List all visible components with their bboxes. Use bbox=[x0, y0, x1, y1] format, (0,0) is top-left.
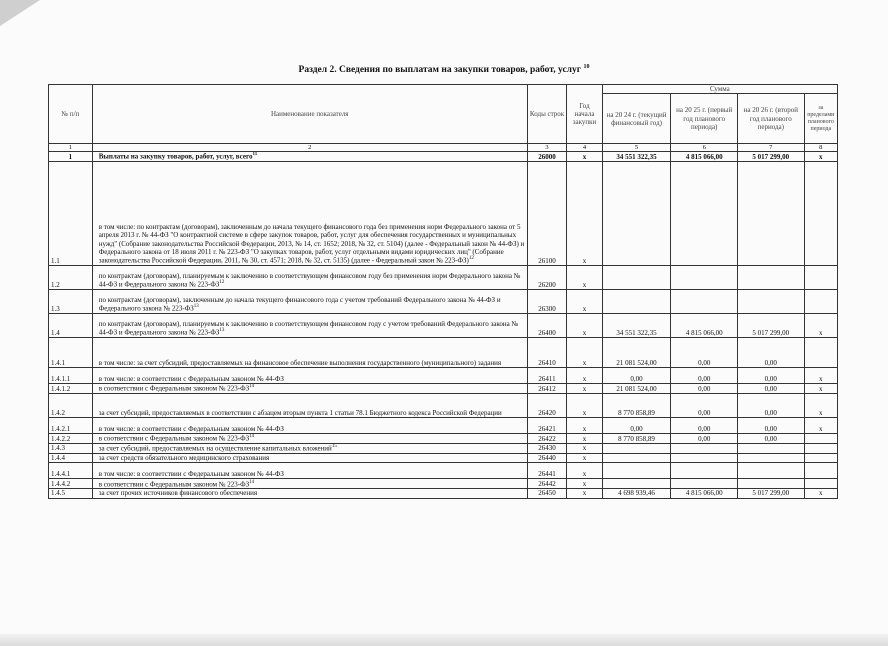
row-code bbox=[527, 463, 567, 479]
row-code-text: 26441 bbox=[538, 469, 556, 478]
row-value-plan2 bbox=[738, 162, 805, 266]
row-value-current bbox=[602, 479, 671, 489]
row-code bbox=[527, 479, 567, 489]
row-value-beyond bbox=[804, 434, 837, 444]
row-name bbox=[92, 162, 527, 266]
table-row bbox=[49, 418, 838, 434]
row-value-plan2 bbox=[738, 266, 805, 290]
header-name: Наименование показателя bbox=[92, 85, 527, 144]
footnote-marker: 13 bbox=[193, 304, 199, 310]
row-number bbox=[49, 266, 93, 290]
table-body bbox=[49, 152, 838, 498]
row-value-plan1 bbox=[671, 489, 738, 498]
row-code-text: 26400 bbox=[538, 328, 556, 337]
header-num: № п/п bbox=[49, 85, 93, 144]
row-value-beyond bbox=[804, 453, 837, 462]
row-code bbox=[527, 152, 567, 162]
table-row bbox=[49, 338, 838, 368]
row-code-text: 26412 bbox=[538, 384, 556, 393]
column-number: 6 bbox=[671, 144, 738, 152]
row-name-text: по контрактам (договорам), заключенным до начала текущего финансового года с учетом требований Федерального закона № 44-ФЗ и Федерального закона № 223-ФЗ bbox=[98, 296, 501, 313]
row-code-text: 26420 bbox=[538, 408, 556, 417]
row-year bbox=[567, 463, 602, 479]
row-value-plan2 bbox=[738, 444, 805, 454]
row-value-plan1-text: 4 815 066,00 bbox=[685, 328, 723, 337]
row-number-text: 1.4.5 bbox=[51, 489, 65, 498]
row-year-text: x bbox=[582, 384, 587, 393]
row-value-plan1-text: 0,00 bbox=[698, 424, 711, 433]
row-number-text: 1.4.1.1 bbox=[51, 374, 71, 383]
row-value-plan2 bbox=[738, 152, 805, 162]
row-number-text: 1.4.3 bbox=[51, 444, 65, 453]
row-year-text: x bbox=[582, 374, 587, 383]
row-code bbox=[527, 290, 567, 314]
row-name bbox=[92, 463, 527, 479]
row-number bbox=[49, 434, 93, 444]
row-code bbox=[527, 434, 567, 444]
row-number-text: 1.4.1.2 bbox=[51, 384, 71, 393]
row-year-text: x bbox=[582, 453, 587, 462]
row-year-text: x bbox=[582, 280, 587, 289]
row-code bbox=[527, 453, 567, 462]
table-row bbox=[49, 368, 838, 384]
row-value-current bbox=[602, 314, 671, 338]
row-name-text: по контрактам (договорам), планируемым к заключению в соответствующем финансовом году с учетом требований Федерального закона № 44-ФЗ и Федерального закона № 223-ФЗ bbox=[98, 320, 519, 337]
row-year-text: x bbox=[582, 304, 587, 313]
row-value-plan1-text: 0,00 bbox=[698, 384, 711, 393]
row-number-text: 1.4.4 bbox=[51, 453, 65, 462]
row-code-text: 26421 bbox=[538, 424, 556, 433]
row-code-text: 26000 bbox=[538, 152, 556, 161]
row-value-beyond-text: x bbox=[819, 489, 823, 498]
row-value-plan1 bbox=[671, 266, 738, 290]
row-name-text: в соответствии с Федеральным законом № 223-ФЗ bbox=[98, 384, 250, 393]
header-year: Год начала закупки bbox=[567, 85, 602, 144]
row-number bbox=[49, 162, 93, 266]
row-value-plan1 bbox=[671, 314, 738, 338]
row-year bbox=[567, 444, 602, 454]
row-value-plan2-text: 0,00 bbox=[764, 424, 777, 433]
row-value-current-text: 8 770 858,89 bbox=[618, 408, 655, 417]
row-name-text: в том числе: в соответствии с Федеральным законом № 44-ФЗ bbox=[98, 424, 284, 433]
row-value-beyond bbox=[804, 368, 837, 384]
row-value-plan1 bbox=[671, 338, 738, 368]
section-title-footnote: 10 bbox=[583, 64, 590, 70]
row-name-text: в том числе: по контрактам (договорам), заключенным до начала текущего финансового года без применения норм Федерального закона от 5 апреля 2013 г. № 44-ФЗ "О контрактной системе в сфере закупок товаров, работ, услуг для обеспечения государственных и муниципальных нужд" (Собрание законодательства Российской Федерации, 2013, № 14, ст. 1652; 2018, № 32, ст. 5104) (далее - Федеральный закон № 44-ФЗ) и Федерального закона от 18 июля 2011 г. № 223-ФЗ "О закупках товаров, работ, услуг отдельными видами юридических лиц" (Собрание законодательства Российской Федерации, 2011, № 30, ст. 4571; 2018, № 32, ст. 5135) (далее - Федеральный закон № 223-ФЗ) bbox=[98, 222, 525, 265]
row-value-beyond-text: x bbox=[819, 152, 823, 161]
row-value-beyond bbox=[804, 338, 837, 368]
row-value-plan1-text: 0,00 bbox=[698, 408, 711, 417]
row-value-plan1 bbox=[671, 463, 738, 479]
row-value-plan2 bbox=[738, 453, 805, 462]
row-value-beyond bbox=[804, 384, 837, 394]
row-name-text: в соответствии с Федеральным законом № 223-ФЗ bbox=[98, 434, 250, 443]
row-code bbox=[527, 338, 567, 368]
row-year bbox=[567, 266, 602, 290]
row-name bbox=[92, 489, 527, 498]
row-value-plan2 bbox=[738, 418, 805, 434]
row-number-text: 1.4.2.2 bbox=[51, 434, 71, 443]
row-number bbox=[49, 444, 93, 454]
row-year bbox=[567, 453, 602, 462]
row-value-plan1-text: 0,00 bbox=[698, 434, 711, 443]
footnote-marker: 11 bbox=[252, 152, 258, 158]
column-number: 4 bbox=[567, 144, 602, 152]
row-code-text: 26300 bbox=[538, 304, 556, 313]
row-value-beyond bbox=[804, 290, 837, 314]
table-row bbox=[49, 314, 838, 338]
row-code-text: 26442 bbox=[538, 479, 556, 488]
row-year-text: x bbox=[582, 469, 587, 478]
row-year bbox=[567, 394, 602, 418]
row-value-beyond bbox=[804, 266, 837, 290]
row-value-plan2 bbox=[738, 489, 805, 498]
header-col-plan2: на 20 26 г. (второй год планового периода) bbox=[738, 94, 805, 144]
footnote-marker: 14 bbox=[249, 384, 255, 390]
row-value-plan2-text: 5 017 299,00 bbox=[752, 328, 790, 337]
row-value-plan2 bbox=[738, 314, 805, 338]
row-code bbox=[527, 489, 567, 498]
row-year bbox=[567, 418, 602, 434]
row-value-plan1-text: 4 815 066,00 bbox=[685, 152, 723, 161]
table-row bbox=[49, 384, 838, 394]
row-value-current bbox=[602, 434, 671, 444]
row-year-text: x bbox=[582, 408, 587, 417]
row-value-plan1-text: 0,00 bbox=[698, 358, 711, 367]
row-value-current-text: 21 081 524,00 bbox=[616, 358, 657, 367]
header-col-plan1: на 20 25 г. (первый год планового периода) bbox=[671, 94, 738, 144]
table-row bbox=[49, 434, 838, 444]
row-number bbox=[49, 489, 93, 498]
row-number bbox=[49, 152, 93, 162]
row-name-text: за счет субсидий, предоставляемых на осуществление капитальных вложений bbox=[98, 444, 332, 453]
row-code-text: 26450 bbox=[538, 489, 556, 498]
table-row bbox=[49, 394, 838, 418]
row-name-text: в том числе: в соответствии с Федеральным законом № 44-ФЗ bbox=[98, 469, 284, 478]
table-row bbox=[49, 463, 838, 479]
row-value-current-text: 34 551 322,35 bbox=[616, 152, 657, 161]
row-value-beyond bbox=[804, 444, 837, 454]
row-code bbox=[527, 444, 567, 454]
row-name-text: в том числе: за счет субсидий, предоставляемых на финансовое обеспечение выполнения государственного (муниципального) задания bbox=[98, 358, 502, 367]
row-value-plan2-text: 0,00 bbox=[764, 384, 777, 393]
column-number: 2 bbox=[92, 144, 527, 152]
row-code bbox=[527, 368, 567, 384]
row-number-text: 1.4.4.1 bbox=[51, 469, 71, 478]
row-code bbox=[527, 418, 567, 434]
row-number bbox=[49, 368, 93, 384]
purchases-table bbox=[48, 84, 838, 499]
row-name bbox=[92, 479, 527, 489]
row-name bbox=[92, 152, 527, 162]
footnote-marker: 14 bbox=[249, 434, 255, 440]
row-value-current bbox=[602, 444, 671, 454]
row-number-text: 1.4.2.1 bbox=[51, 424, 71, 433]
row-number bbox=[49, 453, 93, 462]
row-code-text: 26410 bbox=[538, 358, 556, 367]
row-year-text: x bbox=[582, 424, 587, 433]
row-value-plan1 bbox=[671, 418, 738, 434]
row-value-current bbox=[602, 162, 671, 266]
row-value-beyond bbox=[804, 479, 837, 489]
row-year-text: x bbox=[582, 358, 587, 367]
row-year bbox=[567, 479, 602, 489]
footnote-marker: 13 bbox=[219, 328, 225, 334]
row-year-text: x bbox=[582, 489, 587, 498]
row-value-plan2-text: 0,00 bbox=[764, 358, 777, 367]
row-value-beyond bbox=[804, 418, 837, 434]
row-value-current bbox=[602, 152, 671, 162]
row-value-current bbox=[602, 338, 671, 368]
column-numbers-row bbox=[49, 144, 838, 152]
row-value-current bbox=[602, 489, 671, 498]
row-name bbox=[92, 266, 527, 290]
section-title bbox=[0, 64, 888, 75]
row-value-plan2 bbox=[738, 434, 805, 444]
row-value-plan1 bbox=[671, 290, 738, 314]
row-value-current-text: 21 081 524,00 bbox=[616, 384, 657, 393]
row-name-text: за счет субсидий, предоставляемых в соответствии с абзацем вторым пункта 1 статьи 78.1 Бюджетного кодекса Российской Федерации bbox=[98, 408, 502, 417]
row-number bbox=[49, 479, 93, 489]
row-value-plan1 bbox=[671, 444, 738, 454]
row-value-current-text: 0,00 bbox=[630, 374, 643, 383]
header-sum: Сумма bbox=[602, 85, 837, 94]
column-number: 3 bbox=[527, 144, 567, 152]
row-name-text: в том числе: в соответствии с Федеральным законом № 44-ФЗ bbox=[98, 374, 284, 383]
column-number: 1 bbox=[49, 144, 93, 152]
table-row bbox=[49, 453, 838, 462]
row-year bbox=[567, 368, 602, 384]
table-row bbox=[49, 266, 838, 290]
row-number bbox=[49, 314, 93, 338]
footnote-marker: 15 bbox=[331, 444, 337, 450]
row-value-plan2 bbox=[738, 463, 805, 479]
row-number-text: 1.4.4.2 bbox=[51, 479, 71, 488]
row-value-plan2 bbox=[738, 338, 805, 368]
row-value-beyond-text: x bbox=[819, 384, 823, 393]
row-name bbox=[92, 384, 527, 394]
row-number-text: 1.1 bbox=[51, 256, 60, 265]
section-title-text: Раздел 2. Сведения по выплатам на закупки товаров, работ, услуг bbox=[298, 65, 582, 76]
row-value-plan2 bbox=[738, 394, 805, 418]
row-value-plan1 bbox=[671, 434, 738, 444]
row-year-text: x bbox=[582, 256, 587, 265]
row-number bbox=[49, 394, 93, 418]
row-value-current-text: 4 698 939,46 bbox=[618, 489, 655, 498]
header-col-current: на 20 24 г. (текущий финансовый год) bbox=[602, 94, 671, 144]
column-number: 8 bbox=[804, 144, 837, 152]
row-value-plan1 bbox=[671, 384, 738, 394]
row-value-beyond-text: x bbox=[819, 328, 823, 337]
row-year bbox=[567, 384, 602, 394]
row-value-plan2-text: 0,00 bbox=[764, 408, 777, 417]
row-code-text: 26430 bbox=[538, 444, 556, 453]
row-number bbox=[49, 384, 93, 394]
row-name-text: в соответствии с Федеральным законом № 223-ФЗ bbox=[98, 479, 250, 488]
row-code-text: 26422 bbox=[538, 434, 556, 443]
header-code: Коды строк bbox=[527, 85, 567, 144]
row-value-plan2-text: 5 017 299,00 bbox=[752, 152, 790, 161]
row-value-plan1 bbox=[671, 453, 738, 462]
row-code bbox=[527, 162, 567, 266]
table-row bbox=[49, 290, 838, 314]
row-value-plan2-text: 5 017 299,00 bbox=[752, 489, 790, 498]
row-name bbox=[92, 444, 527, 454]
row-code bbox=[527, 394, 567, 418]
row-value-beyond bbox=[804, 463, 837, 479]
row-value-beyond-text: x bbox=[819, 408, 823, 417]
row-name-text: за счет прочих источников финансового обеспечения bbox=[98, 489, 258, 498]
row-value-plan1 bbox=[671, 162, 738, 266]
row-value-plan1-text: 4 815 066,00 bbox=[685, 489, 723, 498]
row-year bbox=[567, 434, 602, 444]
row-year bbox=[567, 338, 602, 368]
row-code bbox=[527, 384, 567, 394]
footnote-marker: 12 bbox=[468, 256, 474, 262]
row-value-plan1 bbox=[671, 152, 738, 162]
row-year bbox=[567, 290, 602, 314]
row-year bbox=[567, 489, 602, 498]
row-name-text: за счет средств обязательного медицинского страхования bbox=[98, 453, 270, 462]
row-year-text: x bbox=[582, 434, 587, 443]
row-number-text: 1.4.2 bbox=[51, 408, 65, 417]
column-number: 5 bbox=[602, 144, 671, 152]
row-number bbox=[49, 338, 93, 368]
row-value-plan2 bbox=[738, 384, 805, 394]
row-value-current bbox=[602, 368, 671, 384]
row-code-text: 26440 bbox=[538, 453, 556, 462]
row-value-beyond bbox=[804, 314, 837, 338]
row-value-current-text: 8 770 858,89 bbox=[618, 434, 655, 443]
row-value-plan2 bbox=[738, 479, 805, 489]
row-code-text: 26200 bbox=[538, 280, 556, 289]
row-year bbox=[567, 152, 602, 162]
column-number: 7 bbox=[738, 144, 805, 152]
row-value-current-text: 34 551 322,35 bbox=[616, 328, 657, 337]
row-number-text: 1 bbox=[68, 152, 73, 161]
row-name bbox=[92, 418, 527, 434]
row-value-plan1-text: 0,00 bbox=[698, 374, 711, 383]
row-value-beyond bbox=[804, 162, 837, 266]
row-name bbox=[92, 394, 527, 418]
row-value-plan2 bbox=[738, 290, 805, 314]
row-code bbox=[527, 266, 567, 290]
page-corner-fold bbox=[0, 0, 40, 26]
row-year-text: x bbox=[582, 444, 587, 453]
row-year bbox=[567, 314, 602, 338]
row-name bbox=[92, 368, 527, 384]
row-value-plan2 bbox=[738, 368, 805, 384]
footnote-marker: 14 bbox=[249, 479, 255, 485]
table-row bbox=[49, 479, 838, 489]
row-number-text: 1.4.1 bbox=[51, 358, 65, 367]
row-number bbox=[49, 418, 93, 434]
row-number-text: 1.2 bbox=[51, 280, 60, 289]
row-value-current bbox=[602, 394, 671, 418]
row-value-current bbox=[602, 384, 671, 394]
row-number bbox=[49, 290, 93, 314]
row-value-beyond-text: x bbox=[819, 424, 823, 433]
table-row bbox=[49, 489, 838, 498]
row-value-current-text: 0,00 bbox=[630, 424, 643, 433]
row-year-text: x bbox=[582, 328, 587, 337]
row-value-plan2-text: 0,00 bbox=[764, 434, 777, 443]
row-year-text: x bbox=[582, 152, 587, 161]
row-value-beyond-text: x bbox=[819, 374, 823, 383]
header-col-beyond: за пределами планового периода bbox=[804, 94, 837, 144]
row-value-beyond bbox=[804, 152, 837, 162]
row-number bbox=[49, 463, 93, 479]
row-value-current bbox=[602, 453, 671, 462]
row-name-text: Выплаты на закупку товаров, работ, услуг, всего bbox=[98, 152, 253, 161]
row-value-current bbox=[602, 290, 671, 314]
row-value-beyond bbox=[804, 489, 837, 498]
row-value-plan2-text: 0,00 bbox=[764, 374, 777, 383]
row-value-beyond bbox=[804, 394, 837, 418]
row-year bbox=[567, 162, 602, 266]
row-number-text: 1.4 bbox=[51, 328, 60, 337]
row-code bbox=[527, 314, 567, 338]
row-code-text: 26411 bbox=[538, 374, 556, 383]
row-number-text: 1.3 bbox=[51, 304, 60, 313]
row-name-text: по контрактам (договорам), планируемым к заключению в соответствующем финансовом году без применения норм Федерального закона № 44-ФЗ и Федерального закона № 223-ФЗ bbox=[98, 272, 521, 289]
row-code-text: 26100 bbox=[538, 256, 556, 265]
row-name bbox=[92, 453, 527, 462]
row-value-current bbox=[602, 463, 671, 479]
table-row bbox=[49, 444, 838, 454]
row-value-plan1 bbox=[671, 368, 738, 384]
scan-bottom-edge bbox=[0, 634, 888, 646]
row-name bbox=[92, 290, 527, 314]
row-name bbox=[92, 314, 527, 338]
table-row bbox=[49, 152, 838, 162]
table-row bbox=[49, 162, 838, 266]
row-value-current bbox=[602, 418, 671, 434]
row-year-text: x bbox=[582, 479, 587, 488]
footnote-marker: 12 bbox=[219, 280, 225, 286]
row-name bbox=[92, 338, 527, 368]
row-name bbox=[92, 434, 527, 444]
row-value-plan1 bbox=[671, 479, 738, 489]
row-value-plan1 bbox=[671, 394, 738, 418]
row-value-current bbox=[602, 266, 671, 290]
